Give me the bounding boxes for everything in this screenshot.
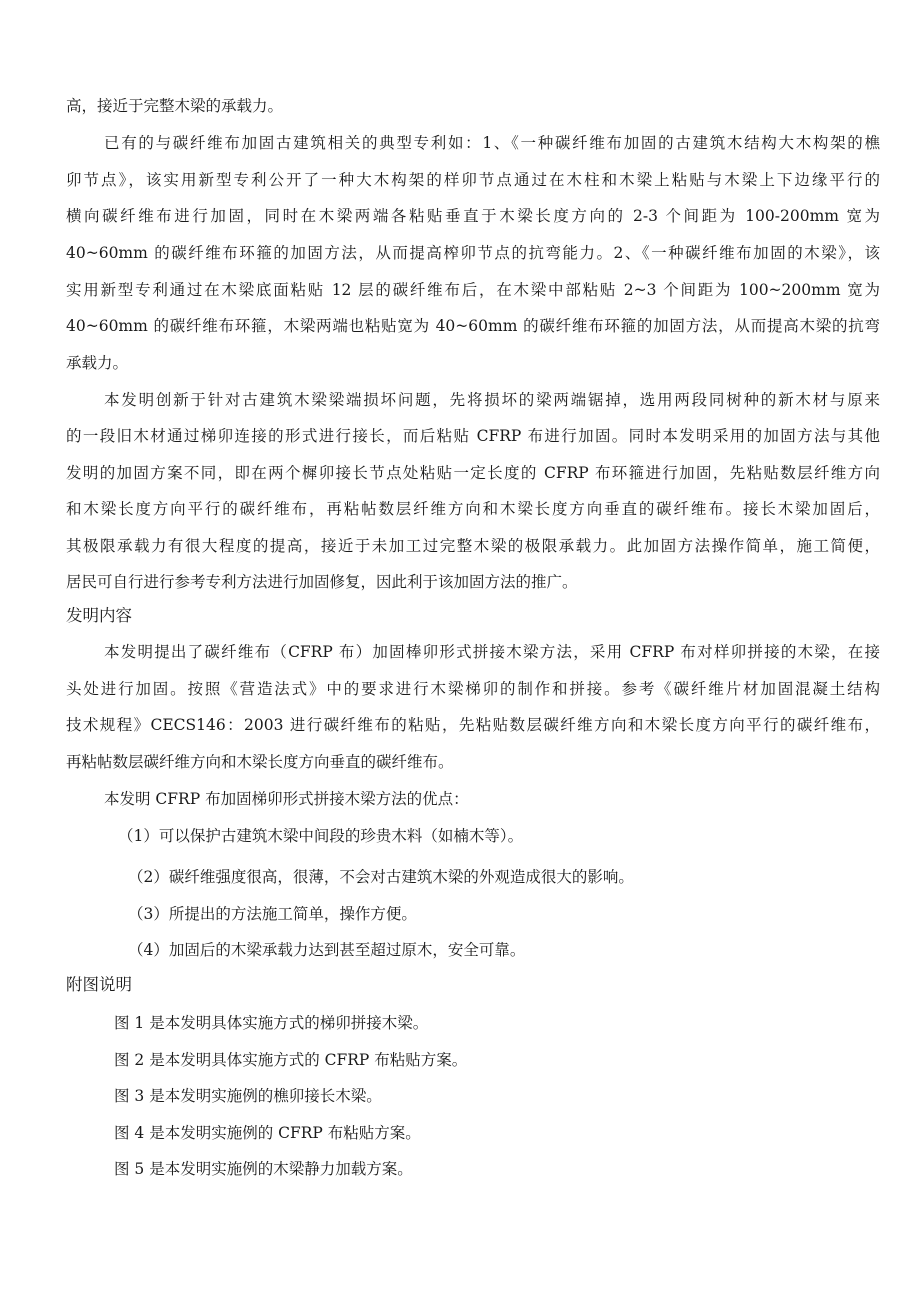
paragraph-line: 居民可自行进行参考专利方法进行加固修复，因此利于该加固方法的推广。: [66, 573, 578, 591]
figure-caption-item: 图 1 是本发明具体实施方式的梯卯拼接木梁。: [114, 1014, 429, 1032]
paragraph-line: 40~60mm 的碳纤维布环箍的加固方法，从而提高榨卯节点的抗弯能力。2、《一种碳纤维布加固的木梁》，该: [66, 244, 880, 262]
section-heading-figure-description: 附图说明: [66, 975, 132, 994]
paragraph-line: 高，接近于完整木梁的承载力。: [66, 97, 284, 115]
advantage-item: （3）所提出的方法施工简单，操作方便。: [128, 905, 417, 923]
figure-caption-item: 图 3 是本发明实施例的樵卯接长木梁。: [114, 1087, 382, 1105]
figure-caption-item: 图 4 是本发明实施例的 CFRP 布粘贴方案。: [114, 1124, 421, 1142]
paragraph-line: 技术规程》CECS146：2003 进行碳纤维布的粘贴，先粘贴数层碳纤维方向和木梁长度方向平行的碳纤维布，: [66, 716, 880, 734]
paragraph-line: 再粘帖数层碳纤维方向和木梁长度方向垂直的碳纤维布。: [66, 753, 454, 771]
section-heading-invention-content: 发明内容: [66, 606, 132, 625]
paragraph-line: 头处进行加固。按照《营造法式》中的要求进行木梁梯卯的制作和拼接。参考《碳纤维片材加固混凝土结构: [66, 680, 880, 698]
paragraph-line: 横向碳纤维布进行加固，同时在木梁两端各粘贴垂直于木梁长度方向的 2-3 个间距为 100-200mm 宽为: [66, 207, 880, 225]
paragraph-line: 本发明 CFRP 布加固梯卯形式拼接木梁方法的优点：: [104, 790, 469, 808]
paragraph-line: 40~60mm 的碳纤维布环箍，木梁两端也粘贴宽为 40~60mm 的碳纤维布环箍的加固方法，从而提高木梁的抗弯: [66, 317, 880, 335]
advantage-item: （1）可以保护古建筑木梁中间段的珍贵木料（如楠木等）。: [118, 827, 524, 845]
paragraph-line: 本发明提出了碳纤维布（CFRP 布）加固棒卯形式拼接木梁方法，采用 CFRP 布对样卯拼接的木梁，在接: [104, 643, 880, 661]
paragraph-line: 本发明创新于针对古建筑木梁梁端损坏问题，先将损坏的梁两端锯掉，选用两段同树种的新木材与原来: [104, 391, 880, 409]
paragraph-line: 发明的加固方案不同，即在两个樨卯接长节点处粘贴一定长度的 CFRP 布环箍进行加固，先粘贴数层纤维方向: [66, 464, 880, 482]
figure-caption-item: 图 5 是本发明实施例的木梁静力加载方案。: [114, 1160, 413, 1178]
paragraph-line: 和木梁长度方向平行的碳纤维布，再粘帖数层纤维方向和木梁长度方向垂直的碳纤维布。接长木梁加固后，: [66, 500, 880, 518]
paragraph-line: 其极限承载力有很大程度的提高，接近于未加工过完整木梁的极限承载力。此加固方法操作简单，施工简便，: [66, 537, 880, 555]
advantage-item: （2）碳纤维强度很高，很薄，不会对古建筑木梁的外观造成很大的影响。: [128, 868, 634, 886]
paragraph-line: 承载力。: [66, 354, 129, 372]
paragraph-line: 卯节点》，该实用新型专利公开了一种大木构架的样卯节点通过在木柱和木梁上粘贴与木梁上下边缘平行的: [66, 171, 880, 189]
advantage-item: （4）加固后的木梁承载力达到甚至超过原木，安全可靠。: [128, 941, 526, 959]
figure-caption-item: 图 2 是本发明具体实施方式的 CFRP 布粘贴方案。: [114, 1051, 468, 1069]
paragraph-line: 的一段旧木材通过梯卯连接的形式进行接长，而后粘贴 CFRP 布进行加固。同时本发明采用的加固方法与其他: [66, 427, 880, 445]
paragraph-line: 已有的与碳纤维布加固古建筑相关的典型专利如：1、《一种碳纤维布加固的古建筑木结构大木构架的樵: [104, 134, 880, 152]
paragraph-line: 实用新型专利通过在木梁底面粘贴 12 层的碳纤维布后，在木梁中部粘贴 2~3 个间距为 100~200mm 宽为: [66, 281, 880, 299]
